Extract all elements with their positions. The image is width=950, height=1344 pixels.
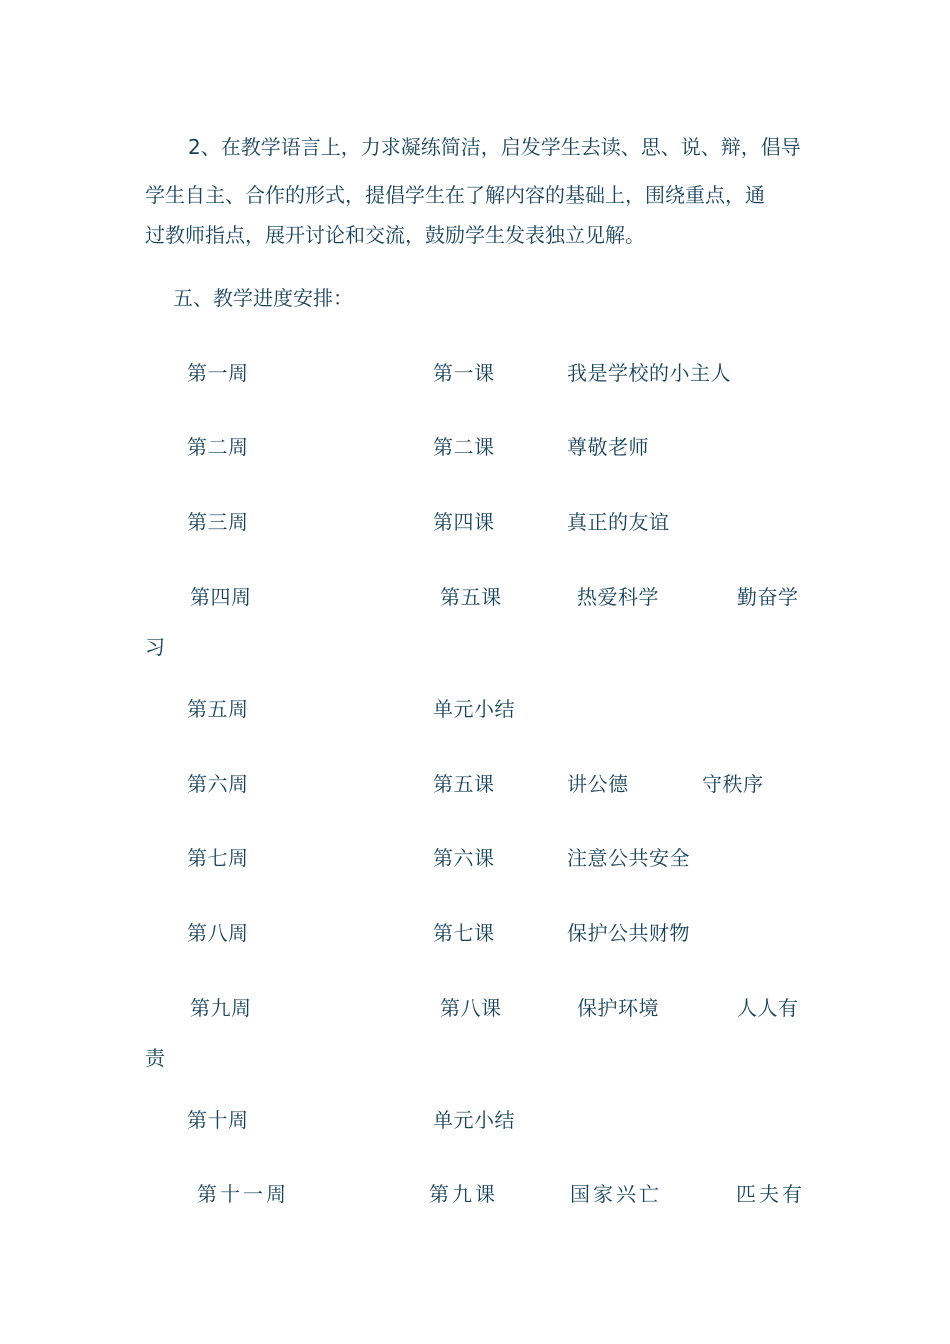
- paragraph-line-1: 2、在教学语言上，力求凝练简洁，启发学生去读、思、说、辩，倡导: [188, 135, 801, 159]
- schedule-lesson: 第八课: [440, 996, 502, 1020]
- schedule-title: 国家兴亡: [570, 1182, 662, 1206]
- schedule-lesson: 第七课: [433, 921, 495, 945]
- schedule-week: 第五周: [187, 697, 249, 721]
- schedule-lesson: 第五课: [433, 772, 495, 796]
- schedule-week: 第一周: [187, 361, 249, 385]
- schedule-week: 第八周: [187, 921, 249, 945]
- paragraph-line-2: 学生自主、合作的形式，提倡学生在了解内容的基础上，围绕重点，通: [145, 183, 765, 207]
- schedule-lesson: 单元小结: [433, 1108, 515, 1132]
- schedule-lesson: 第四课: [433, 510, 495, 534]
- schedule-title-continued: 勤奋学: [737, 585, 799, 609]
- schedule-title: 保护公共财物: [567, 921, 690, 945]
- schedule-week: 第六周: [187, 772, 249, 796]
- schedule-title-wrap: 习: [145, 635, 166, 659]
- paragraph-number: 2: [188, 135, 201, 159]
- schedule-lesson: 第一课: [433, 361, 495, 385]
- schedule-title: 保护环境: [577, 996, 659, 1020]
- schedule-week: 第十一周: [197, 1182, 289, 1206]
- schedule-title: 真正的友谊: [567, 510, 670, 534]
- schedule-lesson: 单元小结: [433, 697, 515, 721]
- paragraph-teaching-language: [145, 134, 810, 248]
- schedule-week: 第四周: [190, 585, 252, 609]
- schedule-week: 第二周: [187, 435, 249, 459]
- schedule-title: 讲公德: [567, 772, 629, 796]
- schedule-lesson: 第二课: [433, 435, 495, 459]
- schedule-title: 尊敬老师: [567, 435, 649, 459]
- schedule-title-continued: 匹夫有: [736, 1182, 805, 1206]
- schedule-title-wrap: 责: [145, 1046, 166, 1070]
- schedule-lesson: 第六课: [433, 846, 495, 870]
- schedule-title-continued: 人人有: [737, 996, 799, 1020]
- section-heading: 五、教学进度安排：: [173, 286, 353, 310]
- schedule-title: 热爱科学: [577, 585, 659, 609]
- schedule-title: 注意公共安全: [567, 846, 690, 870]
- schedule-title: 我是学校的小主人: [567, 361, 731, 385]
- schedule-week: 第七周: [187, 846, 249, 870]
- schedule-week: 第九周: [190, 996, 252, 1020]
- schedule-week: 第三周: [187, 510, 249, 534]
- schedule-lesson: 第九课: [429, 1182, 498, 1206]
- schedule-lesson: 第五课: [440, 585, 502, 609]
- paragraph-line-3: 过教师指点，展开讨论和交流，鼓励学生发表独立见解。: [145, 223, 645, 247]
- schedule-title-continued: 守秩序: [702, 772, 764, 796]
- schedule-week: 第十周: [187, 1108, 249, 1132]
